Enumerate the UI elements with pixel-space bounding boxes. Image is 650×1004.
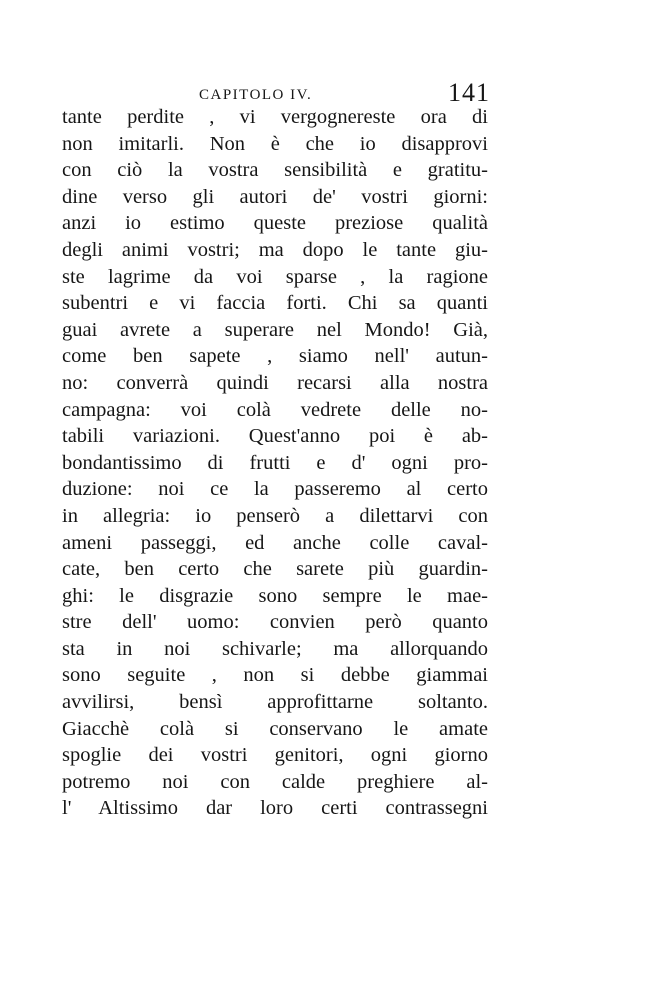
text-line: guai avrete a superare nel Mondo! Già, (62, 318, 488, 341)
text-line: sono seguite , non si debbe giammai (62, 664, 488, 687)
text-line: avvilirsi, bensì approfittarne soltanto. (62, 691, 488, 714)
text-line: anzi io estimo queste preziose qualità (62, 212, 488, 235)
text-line: duzione: noi ce la passeremo al certo (62, 478, 488, 501)
text-line: stre dell' uomo: convien però quanto (62, 611, 488, 634)
body-text (62, 104, 488, 822)
text-line: ameni passeggi, ed anche colle caval- (62, 531, 488, 554)
text-line: in allegria: io penserò a dilettarvi con (62, 504, 488, 527)
text-line: Giacchè colà si conservano le amate (62, 717, 488, 740)
text-line: ghi: le disgrazie sono sempre le mae- (62, 584, 488, 607)
text-line: potremo noi con calde preghiere al- (62, 770, 488, 793)
text-line: con ciò la vostra sensibilità e gratitu- (62, 159, 488, 182)
text-line: cate, ben certo che sarete più guardin- (62, 558, 488, 581)
text-line: degli animi vostri; ma dopo le tante giu- (62, 238, 488, 261)
text-line: campagna: voi colà vedrete delle no- (62, 398, 488, 421)
text-line: sta in noi schivarle; ma allorquando (62, 637, 488, 660)
text-line: bondantissimo di frutti e d' ogni pro- (62, 451, 488, 474)
text-line: subentri e vi faccia forti. Chi sa quanti (62, 292, 488, 315)
text-line: spoglie dei vostri genitori, ogni giorno (62, 744, 488, 767)
page-number: 141 (448, 78, 490, 107)
text-line: l' Altissimo dar loro certi contrassegni (62, 797, 488, 820)
chapter-title: CAPITOLO IV. (199, 87, 313, 103)
text-line: tante perdite , vi vergognereste ora di (62, 106, 488, 128)
text-line: dine verso gli autori de' vostri giorni: (62, 185, 488, 208)
text-line: non imitarli. Non è che io disapprovi (62, 132, 488, 155)
text-line: tabili variazioni. Quest'anno poi è ab- (62, 425, 488, 448)
text-line: ste lagrime da voi sparse , la ragione (62, 265, 488, 288)
text-line: no: converrà quindi recarsi alla nostra (62, 371, 488, 394)
text-line: come ben sapete , siamo nell' autun- (62, 345, 488, 368)
